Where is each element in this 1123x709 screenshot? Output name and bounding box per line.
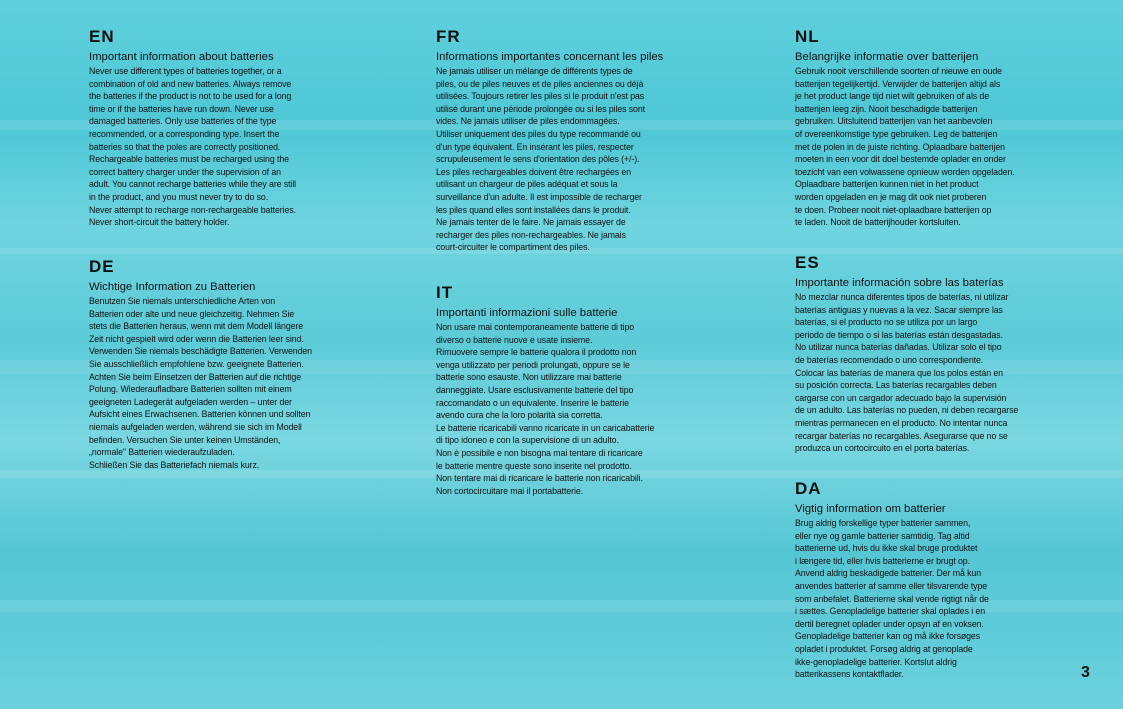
section-code-da: DA — [795, 479, 822, 498]
section-code-nl: NL — [795, 27, 820, 46]
section-nl — [795, 28, 1015, 229]
section-body-nl: Gebruik nooit verschillende soorten of nieuwe en oude batterijen tegelijkertijd. Verwijder de batterijen altijd als je het product lange tijd niet wilt gebruiken of als de batterijen leeg zijn. Nooit beschadigde batterijen gebruiken. Uitsluitend batterijen van het aanbevolen of overeenkomstige type gebruiken. Leg de batterijen met de polen in de juiste richting. Oplaadbare batterijen moeten in een voor dit doel bestemde oplader en onder toezicht van een volwassene opnieuw worden opgeladen. Oplaadbare batterijen kunnen niet in het product worden opgeladen en je mag dit ook niet proberen te doen. Probeer nooit niet-oplaadbare batterijen op te laden. Nooit de batterijhouder kortsluiten. — [795, 66, 1015, 228]
section-code-it: IT — [436, 283, 454, 302]
section-it — [436, 284, 654, 497]
section-body-en: Never use different types of batteries together, or a combination of old and new batteries. Always remove the batteries if the product is not to be used for a long time or if the batteries have run down. Never use damaged batteries. Only use batteries of the type recommended, or a corresponding type. Insert the batteries so that the poles are correctly positioned. Rechargeable batteries must be recharged using the correct battery charger under the supervision of an adult. You cannot recharge batteries while they are still in the product, and you must never try to do so. Never attempt to recharge non-rechargeable batteries. Never short-circuit the battery holder. — [89, 66, 297, 228]
section-code-fr: FR — [436, 27, 461, 46]
section-title-nl: Belangrijke informatie over batterijen — [795, 51, 979, 63]
section-body-fr: Ne jamais utiliser un mélange de différents types de piles, ou de piles neuves et de piles anciennes ou déjà utilisées. Toujours retirer les piles si le produit n'est pas utilisé durant une période prolongée ou si les piles sont vides. Ne jamais utiliser de piles endommagées. Utiliser uniquement des piles du type recommandé ou d'un type équivalent. En insérant les piles, respecter scrupuleusement le sens d'orientation des pôles (+/-). Les piles rechargeables doivent être rechargées en utilisant un chargeur de piles adéquat et sous la surveillance d'un adulte. Il est impossible de recharger les piles quand elles sont installées dans le produit. Ne jamais tenter de le faire. Ne jamais essayer de recharger des piles non-rechargeables. Ne jamais court-circuiter le compartiment des piles. — [436, 66, 645, 253]
section-title-en: Important information about batteries — [89, 51, 274, 63]
section-de — [89, 258, 312, 471]
section-code-en: EN — [89, 27, 115, 46]
page-number: 3 — [1081, 664, 1090, 681]
section-title-it: Importanti informazioni sulle batterie — [436, 307, 618, 319]
section-title-de: Wichtige Information zu Batterien — [89, 281, 256, 293]
section-body-it: Non usare mai contemporaneamente batterie di tipo diverso o batterie nuove e usate insieme. Rimuovere sempre le batterie qualora il prodotto non venga utilizzato per periodi prolungati, oppure se le batterie sono esauste. Non utilizzare mai batterie danneggiate. Usare esclusivamente batterie del tipo raccomandato o un equivalente. Inserire le batterie avendo cura che la loro polarità sia corretta. Le batterie ricaricabili vanno ricaricate in un caricabatterie di tipo idoneo e con la supervisione di un adulto. Non è possibile e non bisogna mai tentare di ricaricare le batterie mentre queste sono inserite nel prodotto. Non tentare mai di ricaricare le batterie non ricaricabili. Non cortocircuitare mai il portabatterie. — [436, 322, 655, 496]
section-title-fr: Informations importantes concernant les piles — [436, 51, 664, 63]
section-title-es: Importante información sobre las baterías — [795, 277, 1004, 289]
section-body-da: Brug aldrig forskellige typer batterier sammen, eller nye og gamle batterier samtidig. Tag altid batterierne ud, hvis du ikke skal bruge produktet i længere tid, eller hvis batterierne er brugt op. Anvend aldrig beskadigede batterier. Der må kun anvendes batterier af samme eller tilsvarende type som anbefalet. Batterierne skal vende rigtigt når de i sættes. Genopladelige batterier skal oplades i en dertil beregnet oplader under opsyn af en voksen. Genopladelige batterier kan og må ikke forsøges opladet i produktet. Forsøg aldrig at genoplade ikke-genopladelige batterier. Kortslut aldrig batterikassens kontaktflader. — [795, 518, 989, 680]
section-fr — [436, 28, 663, 254]
section-title-da: Vigtig information om batterier — [795, 503, 946, 515]
section-body-es: No mezclar nunca diferentes tipos de baterías, ni utilizar baterías antiguas y nuevas a la vez. Sacar siempre las baterías, si el producto no se utiliza por un largo periodo de tiempo o si las baterías están desgastadas. No utilizar nunca baterías dañadas. Utilizar solo el tipo de baterías recomendado o uno correspondiente. Colocar las baterías de manera que los polos están en su posición correcta. Las baterías recargables deben cargarse con un cargador adecuado bajo la supervisión de un adulto. Las baterías no pueden, ni deben recargarse mientras permanecen en el producto. No intentar nunca recargar baterías no recargables. Asegurarse que no se produzca un cortocircuito en el porta baterías. — [795, 292, 1019, 454]
section-da — [795, 480, 989, 681]
section-code-de: DE — [89, 257, 115, 276]
section-es — [795, 254, 1018, 455]
section-body-de: Benutzen Sie niemals unterschiedliche Arten von Batterien oder alte und neue gleichzeitig. Nehmen Sie stets die Batterien heraus, wenn mit dem Modell längere Zeit nicht gespielt wird oder wenn die Batterien leer sind. Verwenden Sie niemals beschädigte Batterien. Verwenden Sie ausschließlich empfohlene bzw. geeignete Batterien. Achten Sie beim Einsetzen der Batterien auf die richtige Polung. Wiederaufladbare Batterien sollten mit einem geeigneten Ladegerät aufgeladen werden – unter der Aufsicht eines Erwachsenen. Batterien können und sollten niemals aufgeladen werden, während sie sich im Modell befinden. Versuchen Sie unter keinen Umständen, „normale" Batterien wiederaufzuladen. Schließen Sie das Batteriefach niemals kurz. — [89, 296, 312, 470]
section-en — [89, 28, 296, 229]
section-code-es: ES — [795, 253, 820, 272]
